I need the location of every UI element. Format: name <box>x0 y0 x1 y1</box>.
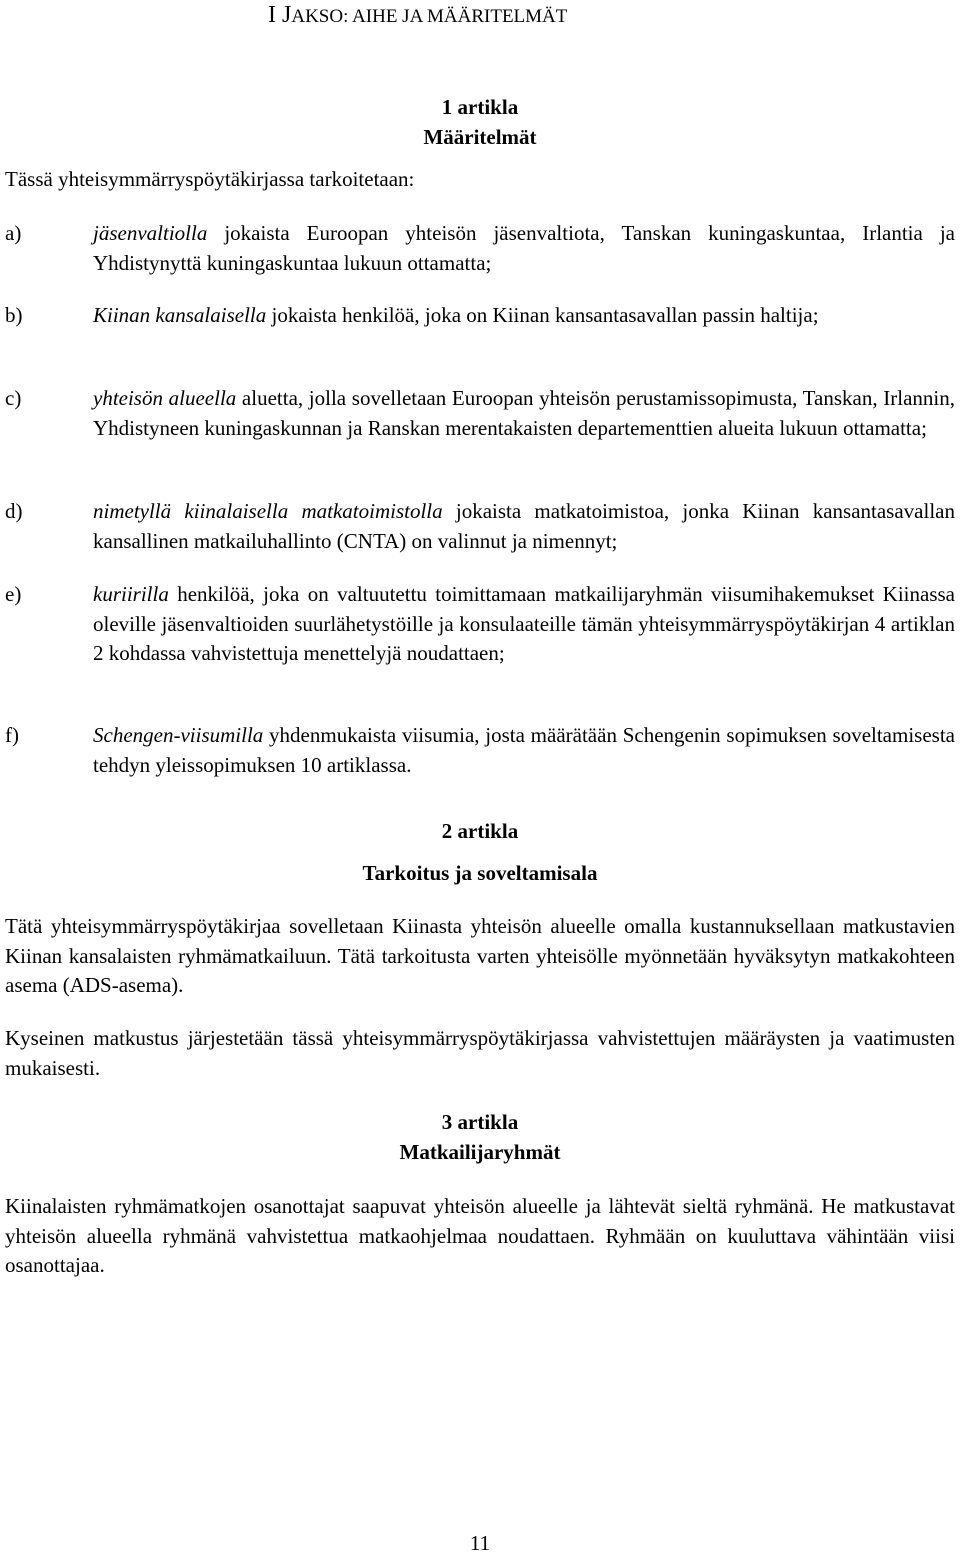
item-term: Kiinan kansalaisella <box>93 303 267 327</box>
article-1-number: 1 artikla <box>441 95 519 119</box>
definition-item-b <box>0 301 960 331</box>
article-3-heading <box>0 1108 960 1167</box>
item-term: nimetyllä kiinalaisella matkatoimistolla <box>93 499 443 523</box>
item-text <box>93 384 955 443</box>
chapter-heading <box>268 1 567 31</box>
article-2-paragraph: Tätä yhteisymmärryspöytäkirjaa sovelletaan Kiinasta yhteisön alueelle omalla kustannuksellaan matkustavien Kiinan kansalaisten ryhmämatkailuun. Tätä tarkoitusta varten yhteisölle myönnetään hyväksytyn matkakohteen asema (ADS-asema). <box>5 914 955 997</box>
item-term: kuriirilla <box>93 582 169 606</box>
article-1-intro: Tässä yhteisymmärryspöytäkirjassa tarkoitetaan: <box>5 167 415 191</box>
article-3-title: Matkailijaryhmät <box>399 1139 561 1164</box>
item-term: yhteisön alueella <box>93 386 237 410</box>
article-2-number: 2 artikla <box>441 819 519 843</box>
chapter-heading-rest: AKSO: AIHE JA MÄÄRITELMÄT <box>291 6 568 27</box>
definition-item-c <box>0 384 960 443</box>
item-letter: f) <box>5 723 19 747</box>
article-3-number: 3 artikla <box>441 1110 519 1134</box>
definition-item-e <box>0 580 960 669</box>
article-2-title: Tarkoitus ja soveltamisala <box>362 860 598 885</box>
item-text <box>93 219 955 278</box>
article-2-heading <box>0 817 960 888</box>
chapter-heading-first: I J <box>268 2 292 28</box>
item-text <box>93 301 955 331</box>
item-text <box>93 721 955 780</box>
definition-item-a <box>0 219 960 278</box>
item-letter: e) <box>5 582 22 606</box>
article-1-heading <box>0 93 960 152</box>
article-1-title: Määritelmät <box>423 124 537 149</box>
item-text <box>93 497 955 556</box>
item-letter: d) <box>5 499 23 523</box>
item-letter: c) <box>5 386 22 410</box>
article-2-paragraph: Kyseinen matkustus järjestetään tässä yhteisymmärryspöytäkirjassa vahvistettujen määräysten ja vaatimusten mukaisesti. <box>5 1026 955 1080</box>
page-number: 11 <box>469 1531 491 1555</box>
definition-item-d <box>0 497 960 556</box>
item-term: Schengen-viisumilla <box>93 723 264 747</box>
definition-item-f <box>0 721 960 780</box>
item-body: jokaista matkatoimistoa, jonka Kiinan kansantasavallan kansallinen matkailuhallinto (CNTA) on valinnut ja nimennyt; <box>93 499 955 553</box>
item-letter: b) <box>5 303 23 327</box>
item-body: henkilöä, joka on valtuutettu toimittamaan matkailijaryhmän viisumihakemukset Kiinassa oleville jäsenvaltioiden suurlähetystöille ja konsulaateille tämän yhteisymmärryspöytäkirjan 4 artiklan 2 kohdassa vahvistettuja menettelyjä noudattaen; <box>93 582 955 665</box>
article-3-paragraph: Kiinalaisten ryhmämatkojen osanottajat saapuvat yhteisön alueelle ja lähtevät sieltä ryhmänä. He matkustavat yhteisön alueella ryhmänä vahvistettua matkaohjelmaa noudattaen. Ryhmään on kuuluttava vähintään viisi osanottajaa. <box>5 1194 955 1277</box>
item-body: jokaista Euroopan yhteisön jäsenvaltiota, Tanskan kuningaskuntaa, Irlantia ja Yhdistynyttä kuningaskuntaa lukuun ottamatta; <box>93 221 955 275</box>
item-body: aluetta, jolla sovelletaan Euroopan yhteisön perustamissopimusta, Tanskan, Irlannin, Yhdistyneen kuningaskunnan ja Ranskan merentakaisten departementtien alueita lukuun ottamatta; <box>93 386 955 440</box>
item-term: jäsenvaltiolla <box>93 221 208 245</box>
item-text <box>93 580 955 669</box>
item-body: yhdenmukaista viisumia, josta määrätään Schengenin sopimuksen soveltamisesta tehdyn yleissopimuksen 10 artiklassa. <box>93 723 955 777</box>
item-letter: a) <box>5 221 22 245</box>
item-body: jokaista henkilöä, joka on Kiinan kansantasavallan passin haltija; <box>266 303 819 327</box>
